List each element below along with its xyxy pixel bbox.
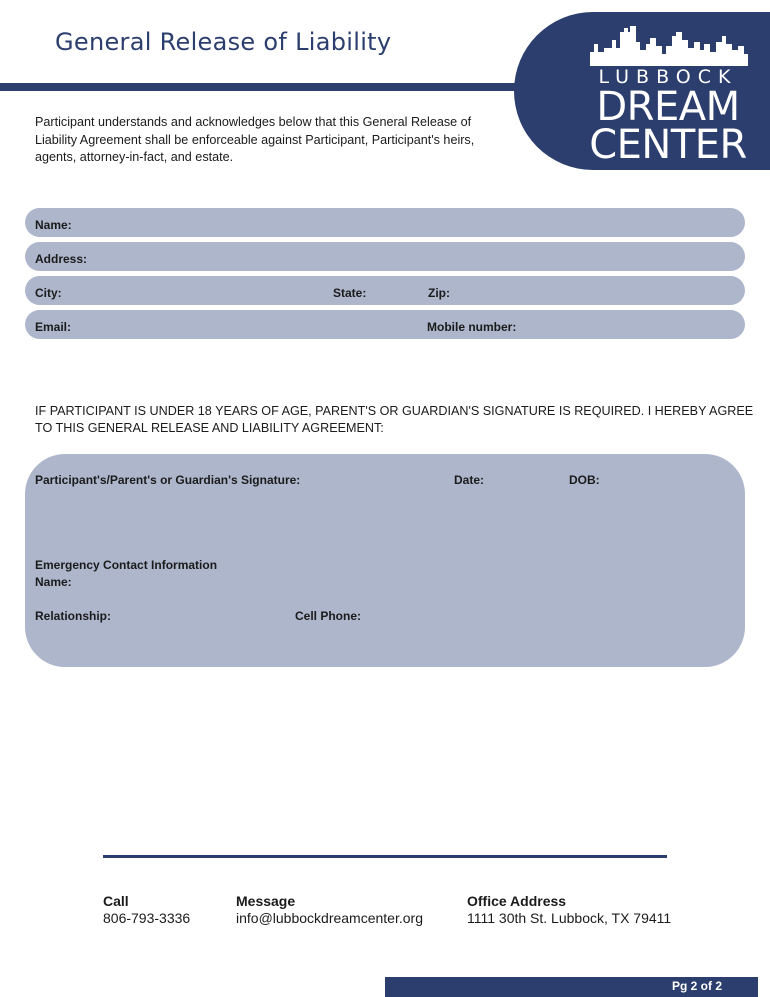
message-heading: Message — [236, 893, 296, 909]
emergency-name-label: Name: — [35, 575, 72, 589]
intro-paragraph: Participant understands and acknowledges below that this General Release of Liability Agreement shall be enforceable against Participant, Participant's heirs, agents, attorney-in-fact, and estate. — [35, 115, 475, 164]
state-label: State: — [333, 286, 367, 300]
office-address-value: 1111 30th St. Lubbock, TX 79411 — [467, 910, 672, 926]
signature-label: Participant's/Parent's or Guardian's Signature: — [35, 473, 301, 487]
address-label: Address: — [35, 252, 88, 266]
office-address-heading: Office Address — [467, 893, 567, 909]
city-label: City: — [35, 286, 62, 300]
skyline-icon — [590, 22, 748, 66]
guardian-notice: IF PARTICIPANT IS UNDER 18 YEARS OF AGE, PARENT'S OR GUARDIAN'S SIGNATURE IS REQUIRED. I HEREBY AGREE TO THIS GENERAL RELEASE AND LIABILITY AGREEMENT: — [35, 404, 754, 435]
dob-label: DOB: — [569, 473, 600, 487]
emergency-heading: Emergency Contact Information — [35, 558, 218, 572]
logo-line-center: CENTER — [589, 122, 747, 168]
address-field[interactable] — [25, 242, 745, 271]
email-mobile-field[interactable] — [25, 310, 745, 339]
logo-line-lubbock: LUBBOCK — [598, 66, 738, 88]
relationship-label: Relationship: — [35, 609, 112, 623]
header-rule — [0, 83, 540, 91]
page-number: Pg 2 of 2 — [671, 979, 722, 993]
call-heading: Call — [103, 893, 129, 909]
email-label: Email: — [35, 320, 72, 334]
call-value[interactable]: 806-793-3336 — [103, 910, 191, 926]
footer-rule — [103, 855, 667, 858]
date-label: Date: — [454, 473, 485, 487]
page-number-bar — [385, 977, 758, 997]
email-link[interactable]: info@lubbockdreamcenter.org — [236, 910, 423, 926]
logo — [514, 12, 770, 170]
city-state-zip-field[interactable] — [25, 276, 745, 305]
mobile-label: Mobile number: — [427, 320, 517, 334]
logo-line-dream: DREAM — [596, 84, 740, 130]
signature-box[interactable] — [25, 454, 745, 667]
zip-label: Zip: — [428, 286, 450, 300]
page-title: General Release of Liability — [55, 28, 392, 56]
name-label: Name: — [35, 218, 72, 232]
name-field[interactable] — [25, 208, 745, 237]
cell-phone-label: Cell Phone: — [295, 609, 362, 623]
